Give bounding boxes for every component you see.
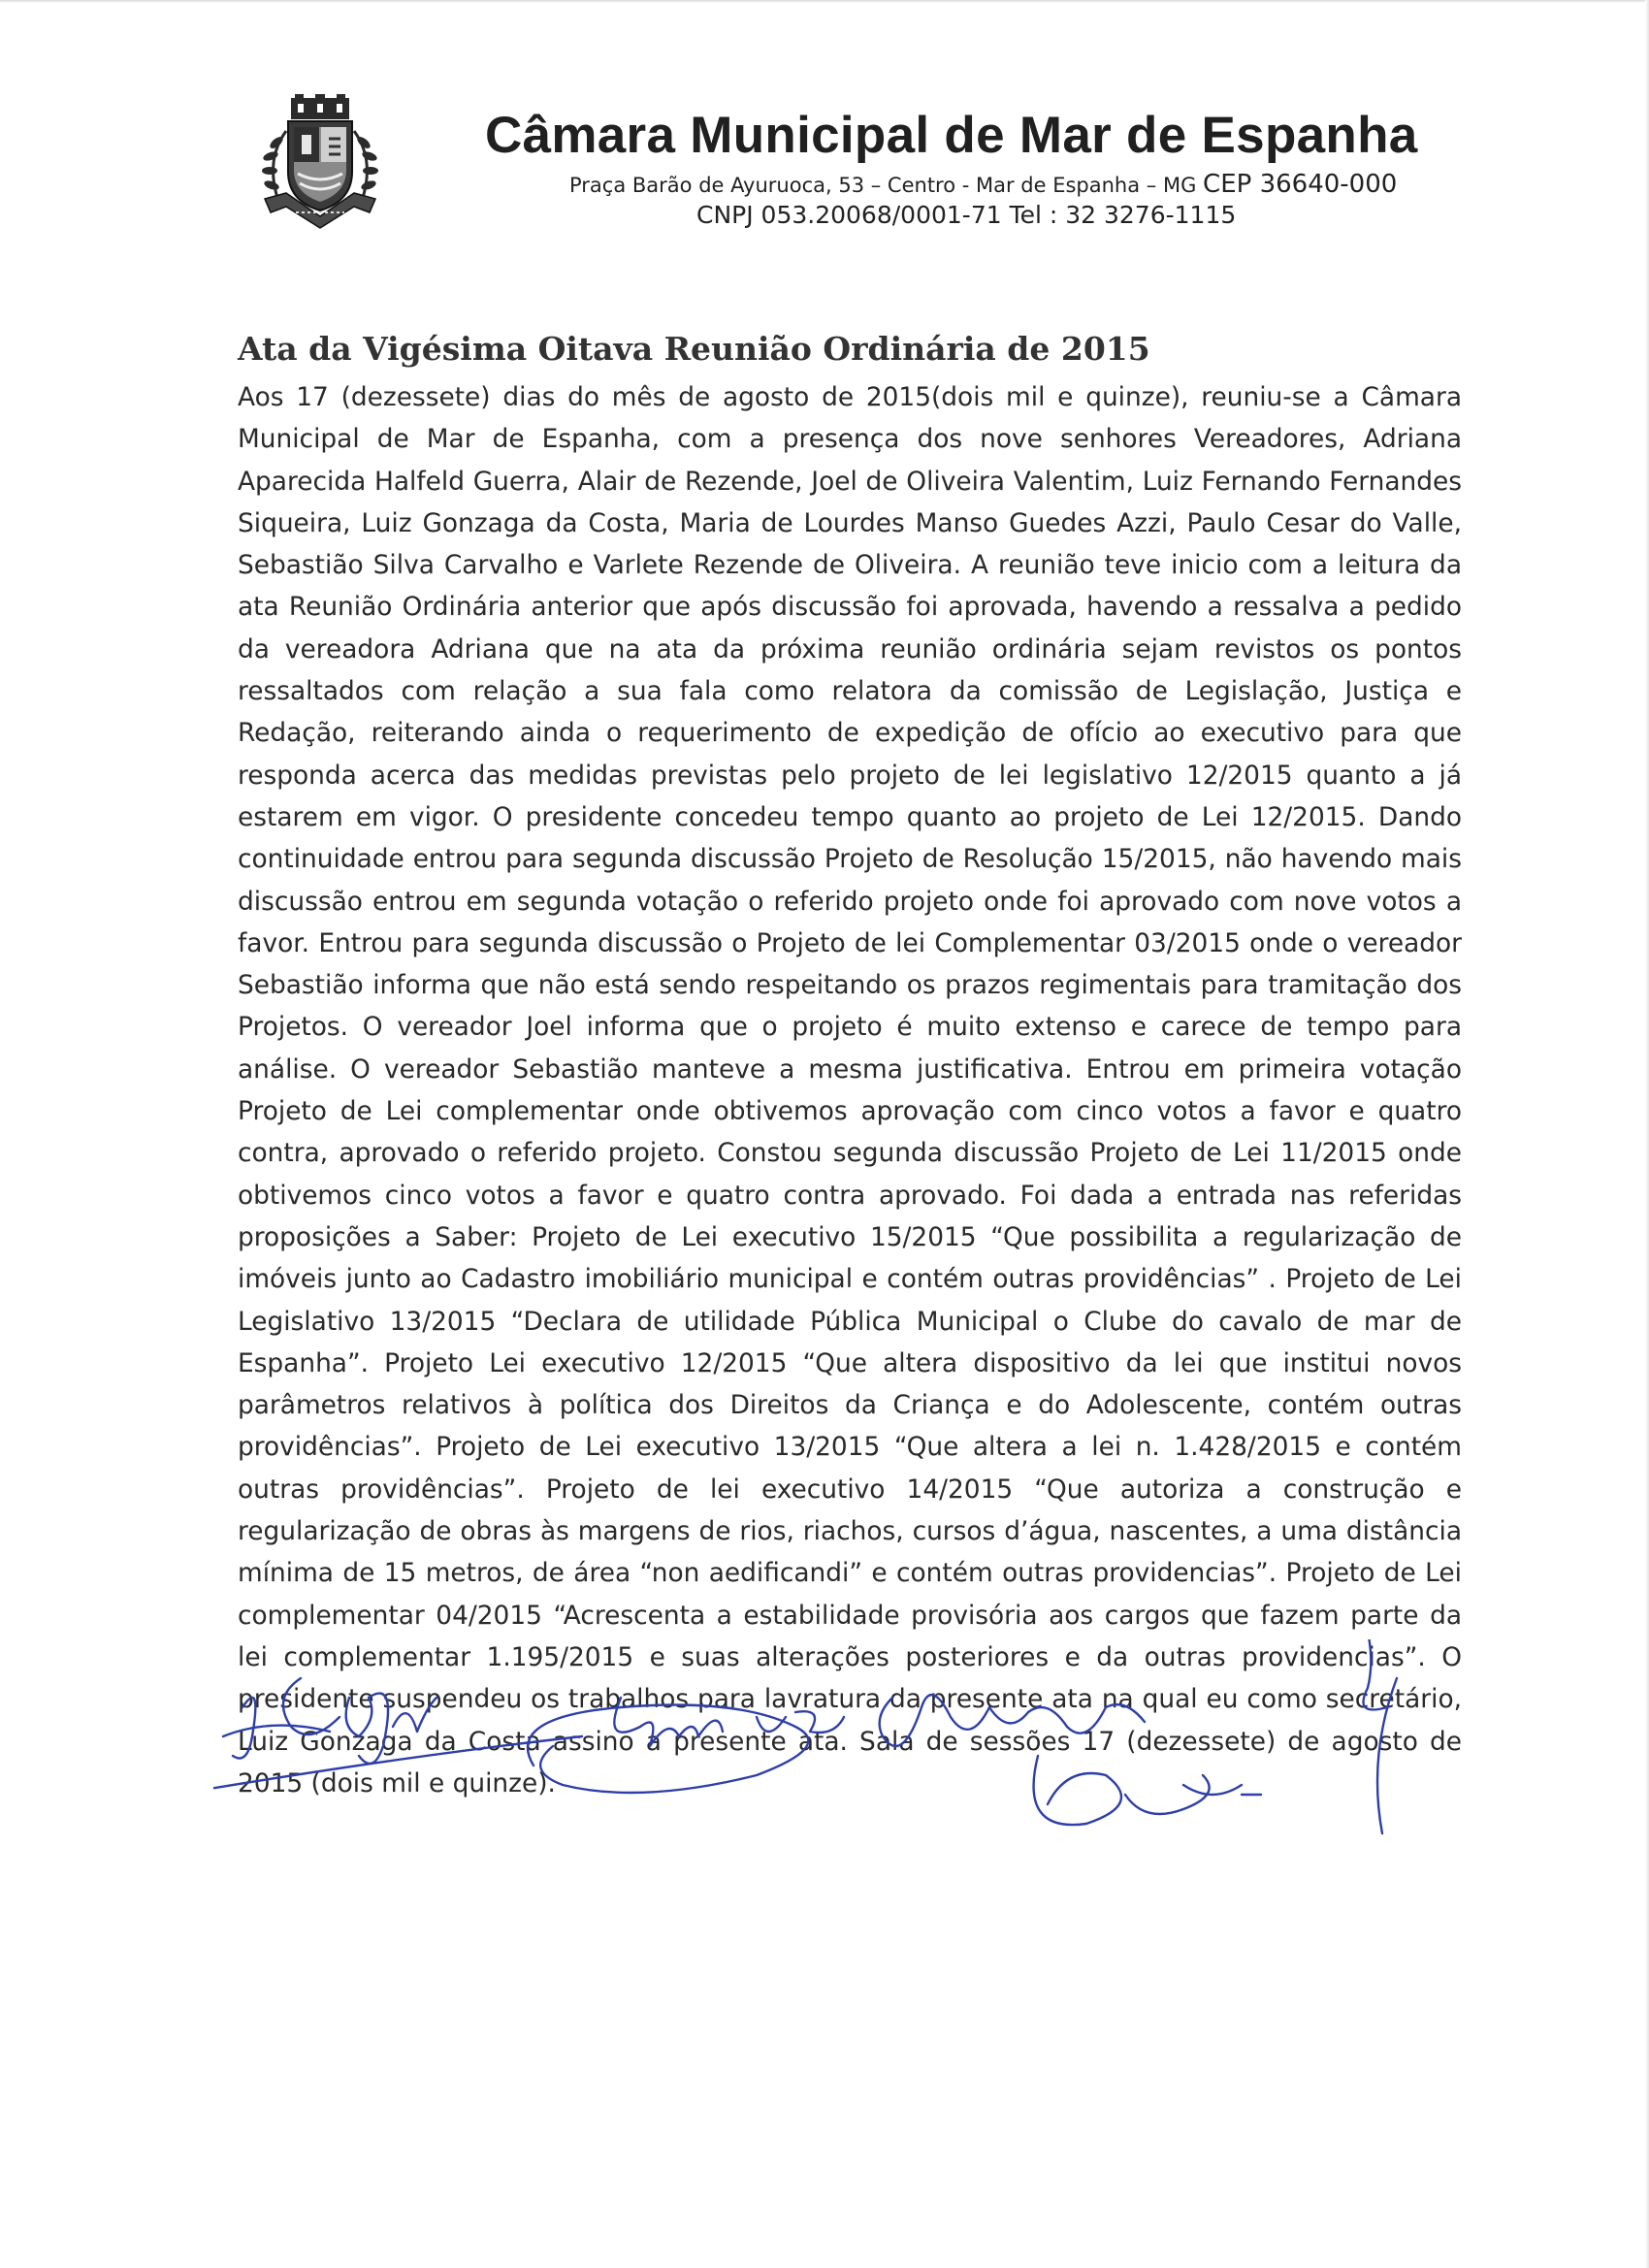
minutes-body: Aos 17 (dezessete) dias do mês de agosto de 2015(dois mil e quinze), reuniu-se a Câmara Municipal de Mar de Espanha, com a presença dos nove senhores Vereadores, Adriana Aparecida Halfeld Guerra, Alair de Rezende, Joel de Oliveira Valentim, Luiz Fernando Fernandes Siqueira, Luiz Gonzaga da Costa, Maria de Lourdes Manso Guedes Azzi, Paulo Cesar do Valle, Sebastião Silva Carvalho e Varlete Rezende de Oliveira. A reunião teve inicio com a leitura da ata Reunião Ordinária anterior que após discussão foi aprovada, havendo a ressalva a pedido da vereadora Adriana que na ata da próxima reunião ordinária sejam revistos os pontos ressaltados com relação a sua fala como relatora da comissão de Legislação, Justiça e Redação, reiterando ainda o requerimento de expedição de ofício ao executivo para que responda acerca das medidas previstas pelo projeto de lei legislativo 12/2015 quanto a já estarem em vigor. O presidente concedeu tempo quanto ao projeto de Lei 12/2015. Dando continuidade entrou para segunda discussão Projeto de Resolução 15/2015, não havendo mais discussão entrou em segunda votação o referido projeto onde foi aprovado com nove votos a favor. Entrou para segunda discussão o Projeto de lei Complementar 03/2015 onde o vereador Sebastião informa que não está sendo respeitando os prazos regimentais para tramitação dos Projetos. O vereador Joel informa que o projeto é muito extenso e carece de tempo para análise. O vereador Sebastião manteve a mesma justificativa. Entrou em primeira votação Projeto de Lei complementar onde obtivemos aprovação com cinco votos a favor e quatro contra, aprovado o referido projeto. Constou segunda discussão Projeto de Lei 11/2015 onde obtivemos cinco votos a favor e quatro contra aprovado. Foi dada a entrada nas referidas proposições a Saber: Projeto de Lei executivo 15/2015 “Que possibilita a regularização de imóveis junto ao Cadastro imobiliário municipal e contém outras providências” . Projeto de Lei Legislativo 13/2015 “Declara de utilidade Pública Municipal o Clube do cavalo de mar de Espanha”. Projeto Lei executivo 12/2015 “Que altera dispositivo da lei que institui novos parâmetros relativos à política dos Direitos da Criança e do Adolescente, contém outras providências”. Projeto de Lei executivo 13/2015 “Que altera a lei n. 1.428/2015 e contém outras providências”. Projeto de lei executivo 14/2015 “Que autoriza a construção e regularização de obras às margens de rios, riachos, cursos d’água, nascentes, a uma distância mínima de 15 metros, de área “non aedificandi” e contém outras providencias”. Projeto de Lei complementar 04/2015 “Acrescenta a estabilidade provisória aos cargos que fazem parte da lei complementar 1.195/2015 e suas alterações posteriores e da outras providencias”. O presidente suspendeu os trabalhos para lavratura da presente ata na qual eu como secretário, Luiz Gonzaga da Costa assino a presente ata. Sala de sessões 17 (dezessete) de agosto de 2015 (dois mil e quinze). bbox=[238, 382, 1462, 1798]
postal-code: CEP 36640-000 bbox=[1203, 170, 1398, 199]
address-line bbox=[569, 170, 1501, 199]
institution-title: Câmara Municipal de Mar de Espanha bbox=[485, 107, 1418, 164]
contact-line: CNPJ 053.20068/0001-71 Tel : 32 3276-1115 bbox=[696, 201, 1237, 229]
signatures-area bbox=[213, 1639, 1474, 1892]
letterhead bbox=[247, 92, 1508, 247]
street-address: Praça Barão de Ayuruoca, 53 – Centro - Mar de Espanha – MG bbox=[569, 174, 1197, 197]
scan-edge-right bbox=[1645, 0, 1649, 2268]
scan-edge bbox=[0, 0, 1649, 3]
coat-of-arms-icon bbox=[247, 92, 393, 238]
handwritten-signatures bbox=[213, 1639, 1474, 1892]
minutes-title: Ata da Vigésima Oitava Reunião Ordinária de 2015 bbox=[238, 330, 1150, 368]
